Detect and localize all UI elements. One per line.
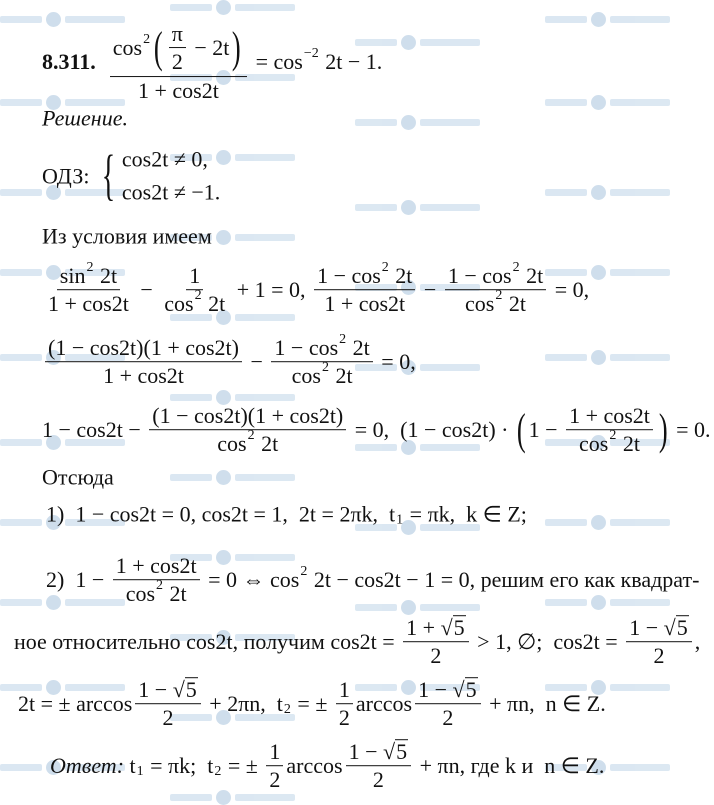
numerator: [314, 259, 415, 290]
numerator: [45, 335, 242, 362]
parenthesized-group: [514, 403, 671, 457]
watermark-mark: [610, 764, 670, 771]
math-text: 1 + cos2t: [115, 553, 197, 579]
watermark-mark: [235, 394, 295, 401]
numerator: [445, 259, 546, 290]
math-text: 1 −: [418, 677, 453, 703]
watermark-logo-icon: [401, 200, 416, 215]
math-text: 2t: [389, 263, 413, 289]
problem-equation: [42, 21, 382, 103]
watermark-mark: [0, 189, 42, 196]
answer: [50, 739, 604, 793]
left-paren: (: [516, 405, 526, 454]
square-root: [664, 615, 689, 640]
math-text: ное относительно cos2t, получим cos2t =: [14, 629, 401, 655]
watermark-logo: [355, 115, 480, 130]
watermark-mark: [235, 234, 295, 241]
numerator: [57, 259, 120, 290]
math-text: 2) 1 −: [46, 567, 110, 593]
math-text: ОДЗ:: [42, 163, 95, 189]
watermark-mark: [170, 474, 212, 481]
math-text: π: [171, 21, 183, 47]
math-text: [96, 49, 107, 74]
math-text: + 2πn, t: [203, 691, 283, 717]
right-paren: ): [232, 22, 242, 72]
subscript: 2: [283, 701, 291, 717]
numerator: [110, 21, 247, 77]
superscript: 2: [512, 259, 520, 275]
watermark-mark: [610, 269, 670, 276]
numerator: [169, 21, 186, 48]
fraction: [161, 263, 228, 317]
watermark-mark: [420, 39, 480, 46]
fraction: [45, 259, 132, 317]
watermark-logo-icon: [591, 12, 606, 27]
math-text: cos: [579, 431, 609, 457]
math-text: 1 −: [138, 677, 173, 703]
numerator: [271, 331, 372, 362]
superscript: 2: [495, 288, 503, 304]
watermark-mark: [0, 99, 42, 106]
case-2: [46, 553, 699, 607]
fraction: [415, 677, 481, 731]
watermark-mark: [610, 684, 670, 691]
denominator: [462, 288, 529, 317]
watermark-logo-icon: [591, 265, 606, 280]
radicand: 5: [676, 615, 688, 641]
superscript: 2: [300, 563, 308, 579]
denominator: [650, 643, 667, 669]
numerator: [415, 677, 481, 704]
denominator: [123, 578, 190, 607]
math-text: 2t: [202, 291, 226, 317]
denominator: [161, 288, 228, 317]
numerator: [346, 739, 412, 766]
watermark-mark: [0, 599, 42, 606]
watermark-mark: [0, 16, 42, 23]
superscript: 2: [156, 578, 164, 594]
watermark-mark: [355, 204, 397, 211]
square-root: [441, 615, 466, 640]
subscript: 1: [396, 511, 404, 527]
math-text: 1 −: [348, 739, 383, 765]
math-text: = πk, k ∈ Z;: [404, 501, 527, 527]
math-text: = ±: [222, 753, 264, 779]
left-paren: (: [154, 22, 163, 72]
math-text: + πn, где k и n ∈ Z.: [414, 753, 605, 779]
denominator: [266, 767, 283, 793]
watermark-logo-icon: [216, 230, 231, 245]
fraction: [110, 21, 247, 103]
math-text: cos: [125, 581, 156, 607]
watermark-mark: [545, 354, 587, 361]
denominator: [336, 705, 353, 731]
math-text: cos: [164, 291, 194, 317]
watermark-mark: [170, 4, 212, 11]
text-line: [42, 223, 212, 248]
math-text: sin: [59, 263, 86, 289]
watermark-logo: [545, 350, 670, 365]
math-text: 2t = ± arccos: [18, 691, 133, 717]
math-text: 2: [338, 705, 350, 731]
math-text: 1 + cos2t: [103, 363, 184, 389]
watermark-mark: [0, 519, 42, 526]
numerator: [149, 403, 346, 430]
solution-heading: [42, 105, 128, 130]
fraction: [113, 553, 200, 607]
math-text: 2: [372, 767, 384, 793]
watermark-logo-icon: [591, 350, 606, 365]
watermark-logo-icon: [401, 35, 416, 50]
numerator: [566, 403, 653, 430]
math-text: −: [134, 277, 159, 303]
math-text: t: [124, 753, 136, 779]
watermark-logo-icon: [216, 470, 231, 485]
radical-sign: √: [663, 615, 676, 641]
math-text: 2t: [347, 335, 370, 361]
math-text: 2t: [617, 431, 640, 457]
watermark-mark: [235, 794, 295, 801]
math-text: 1 − cos: [447, 263, 512, 289]
math-text: 2t − 1.: [319, 49, 383, 75]
radical-sign: √: [382, 739, 396, 765]
square-root: [453, 677, 478, 702]
math-text: cos2t ≠ 0,: [121, 146, 208, 172]
superscript: 2: [339, 331, 347, 347]
fraction: [271, 331, 372, 389]
watermark-mark: [610, 99, 670, 106]
math-text: −: [245, 349, 269, 375]
watermark-logo: [355, 200, 480, 215]
domain-condition: [42, 147, 220, 206]
math-text: 1 + cos2t: [569, 403, 650, 429]
math-text: 2t: [329, 363, 353, 389]
watermark-mark: [610, 354, 670, 361]
math-text: 2: [653, 643, 665, 669]
radical-sign: √: [440, 615, 453, 641]
superscript: 2: [321, 360, 329, 376]
watermark-mark: [170, 794, 212, 801]
watermark-mark: [610, 16, 670, 23]
radicand: 5: [396, 739, 408, 765]
math-text: cos: [217, 431, 247, 457]
math-text: 2: [171, 49, 183, 75]
math-text: 1: [189, 263, 201, 289]
math-text: = cos: [250, 49, 303, 75]
watermark-logo: [545, 95, 670, 110]
watermark-logo-icon: [591, 185, 606, 200]
math-text: + 1 = 0,: [231, 277, 312, 303]
math-text: 1 + cos2t: [48, 291, 129, 317]
denominator: [289, 360, 356, 389]
denominator: [135, 77, 222, 103]
numerator: [135, 677, 201, 704]
denominator: [370, 767, 387, 793]
math-text: arccos: [286, 753, 343, 779]
math-text: cos: [112, 35, 143, 61]
numerator: [336, 677, 353, 704]
watermark-logo-icon: [401, 115, 416, 130]
watermark-mark: [545, 99, 587, 106]
numerator: [403, 615, 469, 642]
watermark-mark: [235, 4, 295, 11]
subscript: 1: [136, 763, 144, 779]
watermark-mark: [420, 364, 480, 371]
numerator: [113, 553, 200, 580]
watermark-logo-icon: [591, 515, 606, 530]
fraction: [169, 21, 186, 75]
superscript: 2: [247, 428, 255, 444]
watermark-mark: [545, 519, 587, 526]
math-text: 1 − cos2t −: [42, 417, 147, 443]
watermark-mark: [0, 269, 42, 276]
math-text: cos: [465, 291, 495, 317]
math-text: Отсюда: [42, 464, 114, 490]
watermark-logo: [170, 470, 295, 485]
square-root: [383, 739, 408, 764]
math-text: cos: [291, 363, 321, 389]
math-line: [14, 615, 700, 669]
math-text: ,: [694, 629, 701, 655]
subscript: 2: [214, 763, 222, 779]
math-text: arccos: [355, 691, 413, 717]
math-line: [42, 403, 711, 457]
radical-sign: √: [172, 677, 185, 703]
math-text: 2: [269, 767, 281, 793]
fraction: [45, 335, 242, 389]
italic-heading: Ответ:: [50, 753, 125, 779]
text-line: [42, 464, 114, 489]
radicand: 5: [185, 677, 197, 703]
watermark-mark: [235, 474, 295, 481]
watermark-mark: [420, 204, 480, 211]
denominator: [169, 48, 186, 74]
math-text: 2t: [164, 581, 187, 607]
math-text: 1) 1 − cos2t = 0, cos2t = 1, 2t = 2πk, t: [46, 501, 396, 527]
math-text: 2t − cos2t − 1 = 0, решим его как квадрат-: [308, 567, 700, 593]
fraction: [626, 615, 692, 669]
numerator: [186, 263, 203, 290]
math-text: 2t: [255, 431, 279, 457]
watermark-mark: [610, 519, 670, 526]
math-line: [42, 259, 590, 317]
math-text: (1 − cos2t)(1 + cos2t): [48, 335, 239, 361]
math-text: 1 + cos2t: [324, 291, 406, 317]
math-text: − 2t: [188, 35, 230, 61]
fraction: [336, 677, 353, 731]
italic-heading: Решение.: [42, 105, 128, 131]
watermark-mark: [0, 439, 42, 446]
equation-system: [95, 147, 220, 206]
watermark-mark: [170, 394, 212, 401]
math-text: Из условия имеем: [42, 223, 212, 249]
math-text: 1 −: [629, 615, 664, 641]
math-text: = 0.: [670, 417, 711, 443]
denominator: [576, 428, 643, 457]
problem-number: 8.311.: [42, 49, 96, 75]
watermark-mark: [545, 189, 587, 196]
denominator: [160, 705, 177, 731]
math-text: 1 +: [406, 615, 441, 641]
math-text: = πk; t: [144, 753, 214, 779]
system-rows: [122, 147, 220, 206]
parenthesized-group: [151, 21, 244, 75]
math-text: (1 − cos2t)(1 + cos2t): [152, 403, 344, 429]
watermark-mark: [0, 764, 42, 771]
superscript: 2: [143, 31, 151, 47]
radical-sign: √: [452, 677, 465, 703]
denominator: [45, 291, 132, 317]
math-text: −: [418, 277, 442, 303]
superscript: 2: [86, 259, 94, 275]
denominator: [100, 363, 187, 389]
denominator: [439, 705, 456, 731]
radicand: 5: [465, 677, 477, 703]
math-text: cos2t ≠ −1.: [121, 180, 221, 205]
right-paren: ): [658, 405, 668, 454]
math-text: = 0,: [549, 277, 590, 303]
superscript: −2: [303, 45, 319, 61]
watermark-logo: [545, 12, 670, 27]
fraction: [445, 259, 546, 317]
denominator: [214, 428, 281, 457]
watermark-mark: [355, 119, 397, 126]
watermark-mark: [0, 354, 42, 361]
watermark-mark: [545, 16, 587, 23]
watermark-logo: [170, 0, 295, 15]
watermark-logo: [545, 515, 670, 530]
math-text: 2t: [503, 291, 526, 317]
superscript: 2: [194, 288, 202, 304]
watermark-mark: [420, 119, 480, 126]
watermark-mark: [610, 189, 670, 196]
fraction: [403, 615, 469, 669]
math-text: 1: [338, 677, 350, 703]
math-text: 2: [442, 705, 454, 731]
math-text: 1 + cos2t: [138, 77, 219, 103]
math-text: + πn, n ∈ Z.: [483, 691, 606, 717]
math-text: 2: [162, 705, 174, 731]
math-text: = ±: [291, 691, 333, 717]
math-text: = 0 ⇔ cos: [202, 567, 300, 593]
math-text: 2t: [520, 263, 544, 289]
case-1: [46, 501, 527, 526]
numerator: [266, 739, 283, 766]
math-text: 2: [430, 643, 442, 669]
fraction: [149, 403, 346, 457]
square-root: [173, 677, 198, 702]
watermark-logo-icon: [216, 0, 231, 15]
radicand: 5: [453, 615, 465, 641]
watermark-logo-icon: [591, 95, 606, 110]
math-line: [42, 331, 416, 389]
math-text: 1: [269, 739, 281, 765]
fraction: [346, 739, 412, 793]
math-text: 1 − cos: [274, 335, 339, 361]
math-text: 2t: [94, 263, 118, 289]
math-text: > 1, ∅; cos2t =: [471, 629, 624, 655]
math-text: = 0, (1 − cos2t) ·: [349, 417, 514, 443]
curly-brace: {: [101, 145, 116, 207]
superscript: 2: [381, 259, 389, 275]
fraction: [566, 403, 653, 457]
watermark-logo: [545, 185, 670, 200]
denominator: [321, 291, 408, 317]
superscript: 2: [609, 428, 617, 444]
system-row: [122, 180, 220, 205]
watermark-mark: [235, 154, 295, 161]
numerator: [626, 615, 692, 642]
fraction: [266, 739, 283, 793]
math-text: = 0,: [375, 349, 416, 375]
math-text: 1 − cos: [317, 263, 381, 289]
fraction: [135, 677, 201, 731]
math-line: [18, 677, 606, 731]
fraction: [314, 259, 415, 317]
denominator: [427, 643, 444, 669]
system-row: [122, 147, 220, 172]
math-text: 1 −: [528, 417, 564, 443]
